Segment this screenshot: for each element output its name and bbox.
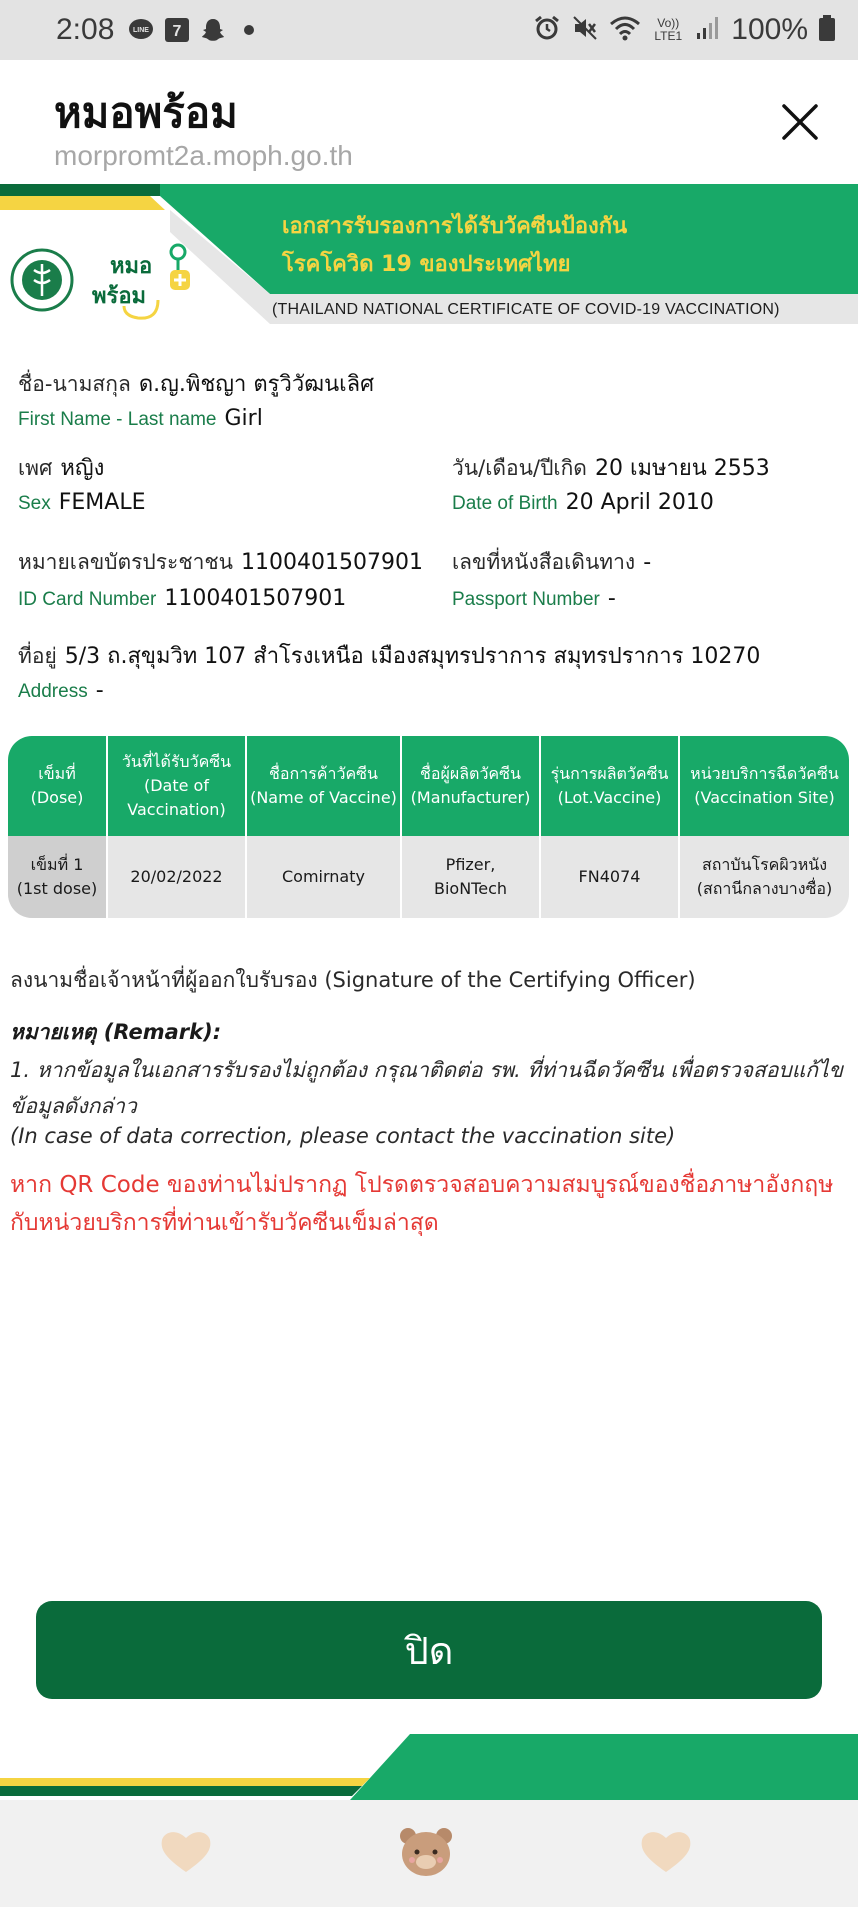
logo-text-1: หมอ — [110, 254, 153, 279]
mute-icon — [571, 14, 599, 46]
system-icons — [533, 0, 836, 60]
cell-date — [108, 836, 247, 918]
table-row — [8, 836, 849, 918]
id-th-value: 1100401507901 — [240, 550, 423, 575]
moph-seal-icon — [10, 248, 74, 312]
sex-label-en: Sex — [18, 493, 51, 514]
header-text: หน่วยบริการฉีดวัคซีน — [690, 764, 839, 783]
cell-text: (สถานีกลางบางซื่อ) — [696, 879, 833, 898]
heart-icon[interactable] — [636, 1822, 696, 1882]
header-text: เข็มที่ — [38, 764, 76, 783]
wifi-icon — [609, 14, 641, 46]
signature-line: ลงนามชื่อเจ้าหน้าที่ผู้ออกใบรับรอง (Signature of the Certifying Officer) — [10, 968, 696, 992]
passport-th-value: - — [643, 550, 652, 575]
volte-label: Vo)) LTE1 — [654, 16, 683, 43]
header-text: (Manufacturer) — [410, 788, 531, 807]
dot-icon — [236, 17, 262, 43]
header-lot — [541, 736, 680, 836]
cell-text: FN4074 — [578, 867, 641, 886]
banner-title-line2: โรคโควิด 19 ของประเทศไทย — [282, 252, 571, 277]
header-text: (Dose) — [30, 788, 84, 807]
vaccination-table — [8, 736, 849, 918]
alarm-icon — [533, 14, 561, 46]
address-th-value: 5/3 ถ.สุขุมวิท 107 สำโรงเหนือ เมืองสมุทรปราการ สมุทรปราการ 10270 — [64, 644, 761, 669]
header-text: Vaccination) — [127, 800, 226, 819]
name-label-th: ชื่อ-นามสกุล — [18, 372, 131, 396]
cell-text: เข็มที่ 1 — [30, 855, 84, 874]
name-label-en: First Name - Last name — [18, 409, 217, 430]
address-label-en: Address — [18, 681, 88, 702]
bear-icon[interactable] — [396, 1822, 456, 1882]
svg-text:7: 7 — [172, 23, 182, 40]
volte-icon — [651, 17, 685, 43]
remark-line1: 1. หากข้อมูลในเอกสารรับรองไม่ถูกต้อง กรุณาติดต่อ รพ. ที่ท่านฉีดวัคซีน เพื่อตรวจสอบแก้ไขข้อมูลดังกล่าว — [10, 1058, 843, 1118]
cell-manufacturer — [402, 836, 541, 918]
header-text: ชื่อการค้าวัคซีน — [269, 764, 378, 783]
page-title: หมอพร้อม — [54, 88, 238, 137]
line-icon — [128, 17, 154, 43]
qr-warning: หาก QR Code ของท่านไม่ปรากฏ โปรดตรวจสอบความสมบูรณ์ของชื่อภาษาอังกฤษกับหน่วยบริการที่ท่านเข้ารับวัคซีนเข็มล่าสุด — [10, 1172, 834, 1236]
header-date — [108, 736, 247, 836]
signal-icon — [695, 15, 721, 45]
dob-th-row — [452, 450, 770, 485]
remark-line2: (In case of data correction, please contact the vaccination site) — [10, 1124, 676, 1148]
cell-vaccine-name — [247, 836, 402, 918]
address-en-value: - — [95, 678, 104, 703]
passport-en-value: - — [607, 586, 616, 611]
sex-en-value: FEMALE — [58, 490, 146, 515]
cell-text: Comirnaty — [282, 867, 365, 886]
cell-text: BioNTech — [433, 879, 507, 898]
dob-en-value: 20 April 2010 — [565, 490, 714, 515]
sex-en-row — [18, 490, 146, 515]
remark-title: หมายเหตุ (Remark): — [10, 1020, 222, 1044]
heart-icon[interactable] — [156, 1822, 216, 1882]
sex-th-value: หญิง — [60, 456, 105, 481]
header-text: วันที่ได้รับวัคซีน — [121, 752, 232, 771]
bottom-nav — [0, 1800, 858, 1907]
name-th-value: ด.ญ.พิชญา ตรูวิวัฒนเลิศ — [138, 372, 375, 397]
header-text: รุ่นการผลิตวัคซีน — [550, 764, 669, 783]
header-text: (Date of — [143, 776, 209, 795]
header-text: (Vaccination Site) — [694, 788, 835, 807]
passport-label-en: Passport Number — [452, 589, 600, 610]
header-text: (Lot.Vaccine) — [557, 788, 662, 807]
cell-site — [680, 836, 849, 918]
dob-label-th: วัน/เดือน/ปีเกิด — [452, 456, 587, 480]
status-time: 2:08 — [56, 13, 115, 46]
cell-text: (1st dose) — [16, 879, 98, 898]
header-site — [680, 736, 849, 836]
header-text: ชื่อผู้ผลิตวัคซีน — [420, 764, 521, 783]
cell-text: สถาบันโรคผิวหนัง — [701, 855, 828, 874]
seven-eleven-icon — [164, 17, 190, 43]
svg-text:LINE: LINE — [133, 27, 150, 34]
name-en-value: Girl — [224, 406, 263, 431]
close-button[interactable]: ปิด — [36, 1601, 822, 1699]
header-text: (Name of Vaccine) — [250, 788, 397, 807]
morprom-logo — [88, 240, 198, 324]
header-vaccine-name — [247, 736, 402, 836]
table-header-row — [8, 736, 849, 836]
battery-percent: 100% — [731, 13, 808, 46]
id-label-th: หมายเลขบัตรประชาชน — [18, 550, 233, 574]
sex-th-row — [18, 450, 104, 485]
passport-en-row — [452, 586, 616, 611]
name-en-row — [18, 406, 263, 431]
snapchat-icon — [200, 17, 226, 43]
certificate-banner — [0, 184, 858, 324]
banner-subtitle: (THAILAND NATIONAL CERTIFICATE OF COVID-19 VACCINATION) — [272, 301, 780, 318]
cell-text: 20/02/2022 — [130, 867, 223, 886]
passport-label-th: เลขที่หนังสือเดินทาง — [452, 550, 636, 574]
page-url: morpromt2a.moph.go.th — [54, 140, 353, 171]
dob-th-value: 20 เมษายน 2553 — [594, 456, 770, 481]
name-th-row — [18, 366, 374, 401]
cell-dose — [8, 836, 108, 918]
address-th-row — [18, 638, 760, 673]
cell-lot — [541, 836, 680, 918]
header-manufacturer — [402, 736, 541, 836]
dob-label-en: Date of Birth — [452, 493, 558, 514]
close-icon[interactable] — [778, 100, 822, 144]
sex-label-th: เพศ — [18, 456, 53, 480]
id-label-en: ID Card Number — [18, 589, 157, 610]
status-bar — [0, 0, 858, 60]
id-en-row — [18, 586, 346, 611]
notification-icons — [128, 17, 262, 43]
id-th-row — [18, 546, 423, 579]
footer-decoration — [0, 1734, 858, 1800]
banner-title-line1: เอกสารรับรองการได้รับวัคซีนป้องกัน — [282, 214, 628, 239]
address-en-row — [18, 678, 104, 703]
stethoscope-icon — [88, 240, 198, 324]
app-header — [0, 60, 858, 184]
dob-en-row — [452, 490, 714, 515]
header-dose — [8, 736, 108, 836]
battery-icon — [818, 14, 836, 46]
address-label-th: ที่อยู่ — [18, 644, 57, 668]
logo-text-2: พร้อม — [92, 284, 147, 309]
passport-th-row — [452, 546, 651, 579]
cell-text: Pfizer, — [445, 855, 496, 874]
id-en-value: 1100401507901 — [164, 586, 347, 611]
